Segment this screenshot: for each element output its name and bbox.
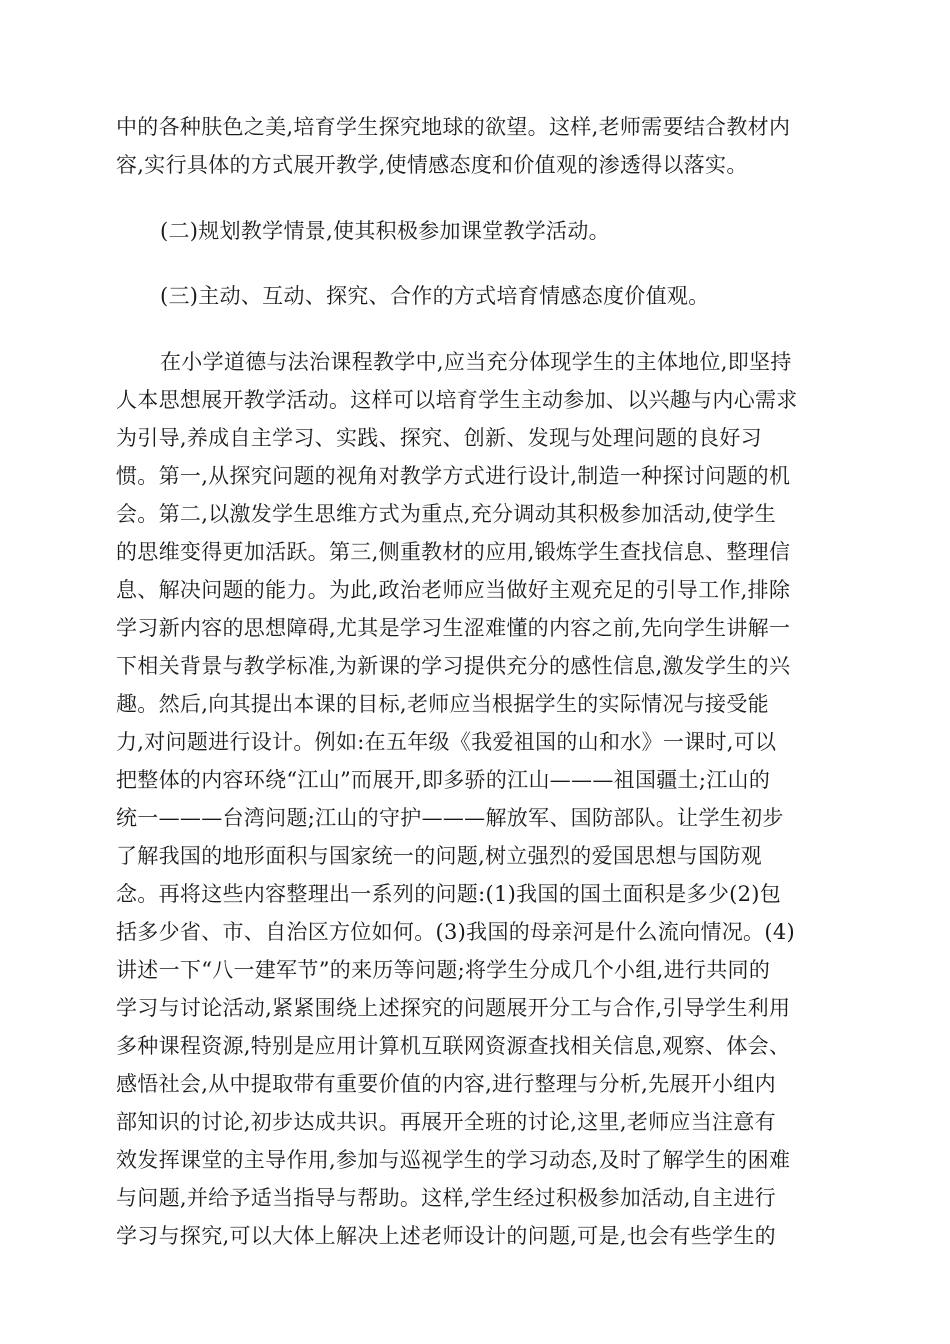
text-line: 的思维变得更加活跃。第三,侧重教材的应用,锻炼学生查找信息、整理信 xyxy=(116,540,791,564)
text-line: 在小学道德与法治课程教学中,应当充分体现学生的主体地位,即坚持 xyxy=(160,350,792,374)
text-line: 容,实行具体的方式展开教学,使情感态度和价值观的渗透得以落实。 xyxy=(116,153,748,177)
text-line: 感悟社会,从中提取带有重要价值的内容,进行整理与分析,先展开小组内 xyxy=(116,1072,776,1096)
body-paragraph xyxy=(116,343,828,1255)
paragraph-continuation xyxy=(116,108,828,184)
text-line: 念。再将这些内容整理出一系列的问题:(1)我国的国土面积是多少(2)包 xyxy=(116,882,782,906)
text-line: 效发挥课堂的主导作用,参加与巡视学生的学习动态,及时了解学生的困难 xyxy=(116,1148,791,1172)
text-line: 学习与讨论活动,紧紧围绕上述探究的问题展开分工与合作,引导学生利用 xyxy=(116,996,791,1020)
text-line: 讲述一下“八一建军节”的来历等问题;将学生分成几个小组,进行共同的 xyxy=(116,958,771,982)
text-line: 惯。第一,从探究问题的视角对教学方式进行设计,制造一种探讨问题的机 xyxy=(116,464,791,488)
text-line: 趣。然后,向其提出本课的目标,老师应当根据学生的实际情况与接受能 xyxy=(116,692,769,716)
text-line: 把整体的内容环绕“江山”而展开,即多骄的江山———祖国疆土;江山的 xyxy=(116,768,771,792)
heading-text: (三)主动、互动、探究、合作的方式培育情感态度价值观。 xyxy=(160,284,710,308)
text-line: 与问题,并给予适当指导与帮助。这样,学生经过积极参加活动,自主进行 xyxy=(116,1186,776,1210)
text-line: 部知识的讨论,初步达成共识。再展开全班的讨论,这里,老师应当注意有 xyxy=(116,1110,776,1134)
section-heading-two xyxy=(116,212,828,250)
document-body xyxy=(116,108,828,1255)
text-line: 了解我国的地形面积与国家统一的问题,树立强烈的爱国思想与国防观 xyxy=(116,844,762,868)
text-line: 学习与探究,可以大体上解决上述老师设计的问题,可是,也会有些学生的 xyxy=(116,1224,776,1248)
text-line: 为引导,养成自主学习、实践、探究、创新、发现与处理问题的良好习 xyxy=(116,426,762,450)
text-line: 息、解决问题的能力。为此,政治老师应当做好主观充足的引导工作,排除 xyxy=(116,578,791,602)
text-line: 多种课程资源,特别是应用计算机互联网资源查找相关信息,观察、体会、 xyxy=(116,1034,791,1058)
text-line: 力,对问题进行设计。例如:在五年级《我爱祖国的山和水》一课时,可以 xyxy=(116,730,777,754)
section-heading-three xyxy=(116,277,828,315)
text-line: 括多少省、市、自治区方位如何。(3)我国的母亲河是什么流向情况。(4) xyxy=(116,920,795,944)
text-line: 学习新内容的思想障碍,尤其是学习生涩难懂的内容之前,先向学生讲解一 xyxy=(116,616,791,640)
text-line: 下相关背景与教学标准,为新课的学习提供充分的感性信息,激发学生的兴 xyxy=(116,654,791,678)
text-line: 会。第二,以激发学生思维方式为重点,充分调动其积极参加活动,使学生 xyxy=(116,502,776,526)
text-line: 人本思想展开教学活动。这样可以培育学生主动参加、以兴趣与内心需求 xyxy=(116,388,798,412)
heading-text: (二)规划教学情景,使其积极参加课堂教学活动。 xyxy=(160,219,610,243)
text-line: 中的各种肤色之美,培育学生探究地球的欲望。这样,老师需要结合教材内 xyxy=(116,115,791,139)
text-line: 统一———台湾问题;江山的守护———解放军、国防部队。让学生初步 xyxy=(116,806,784,830)
